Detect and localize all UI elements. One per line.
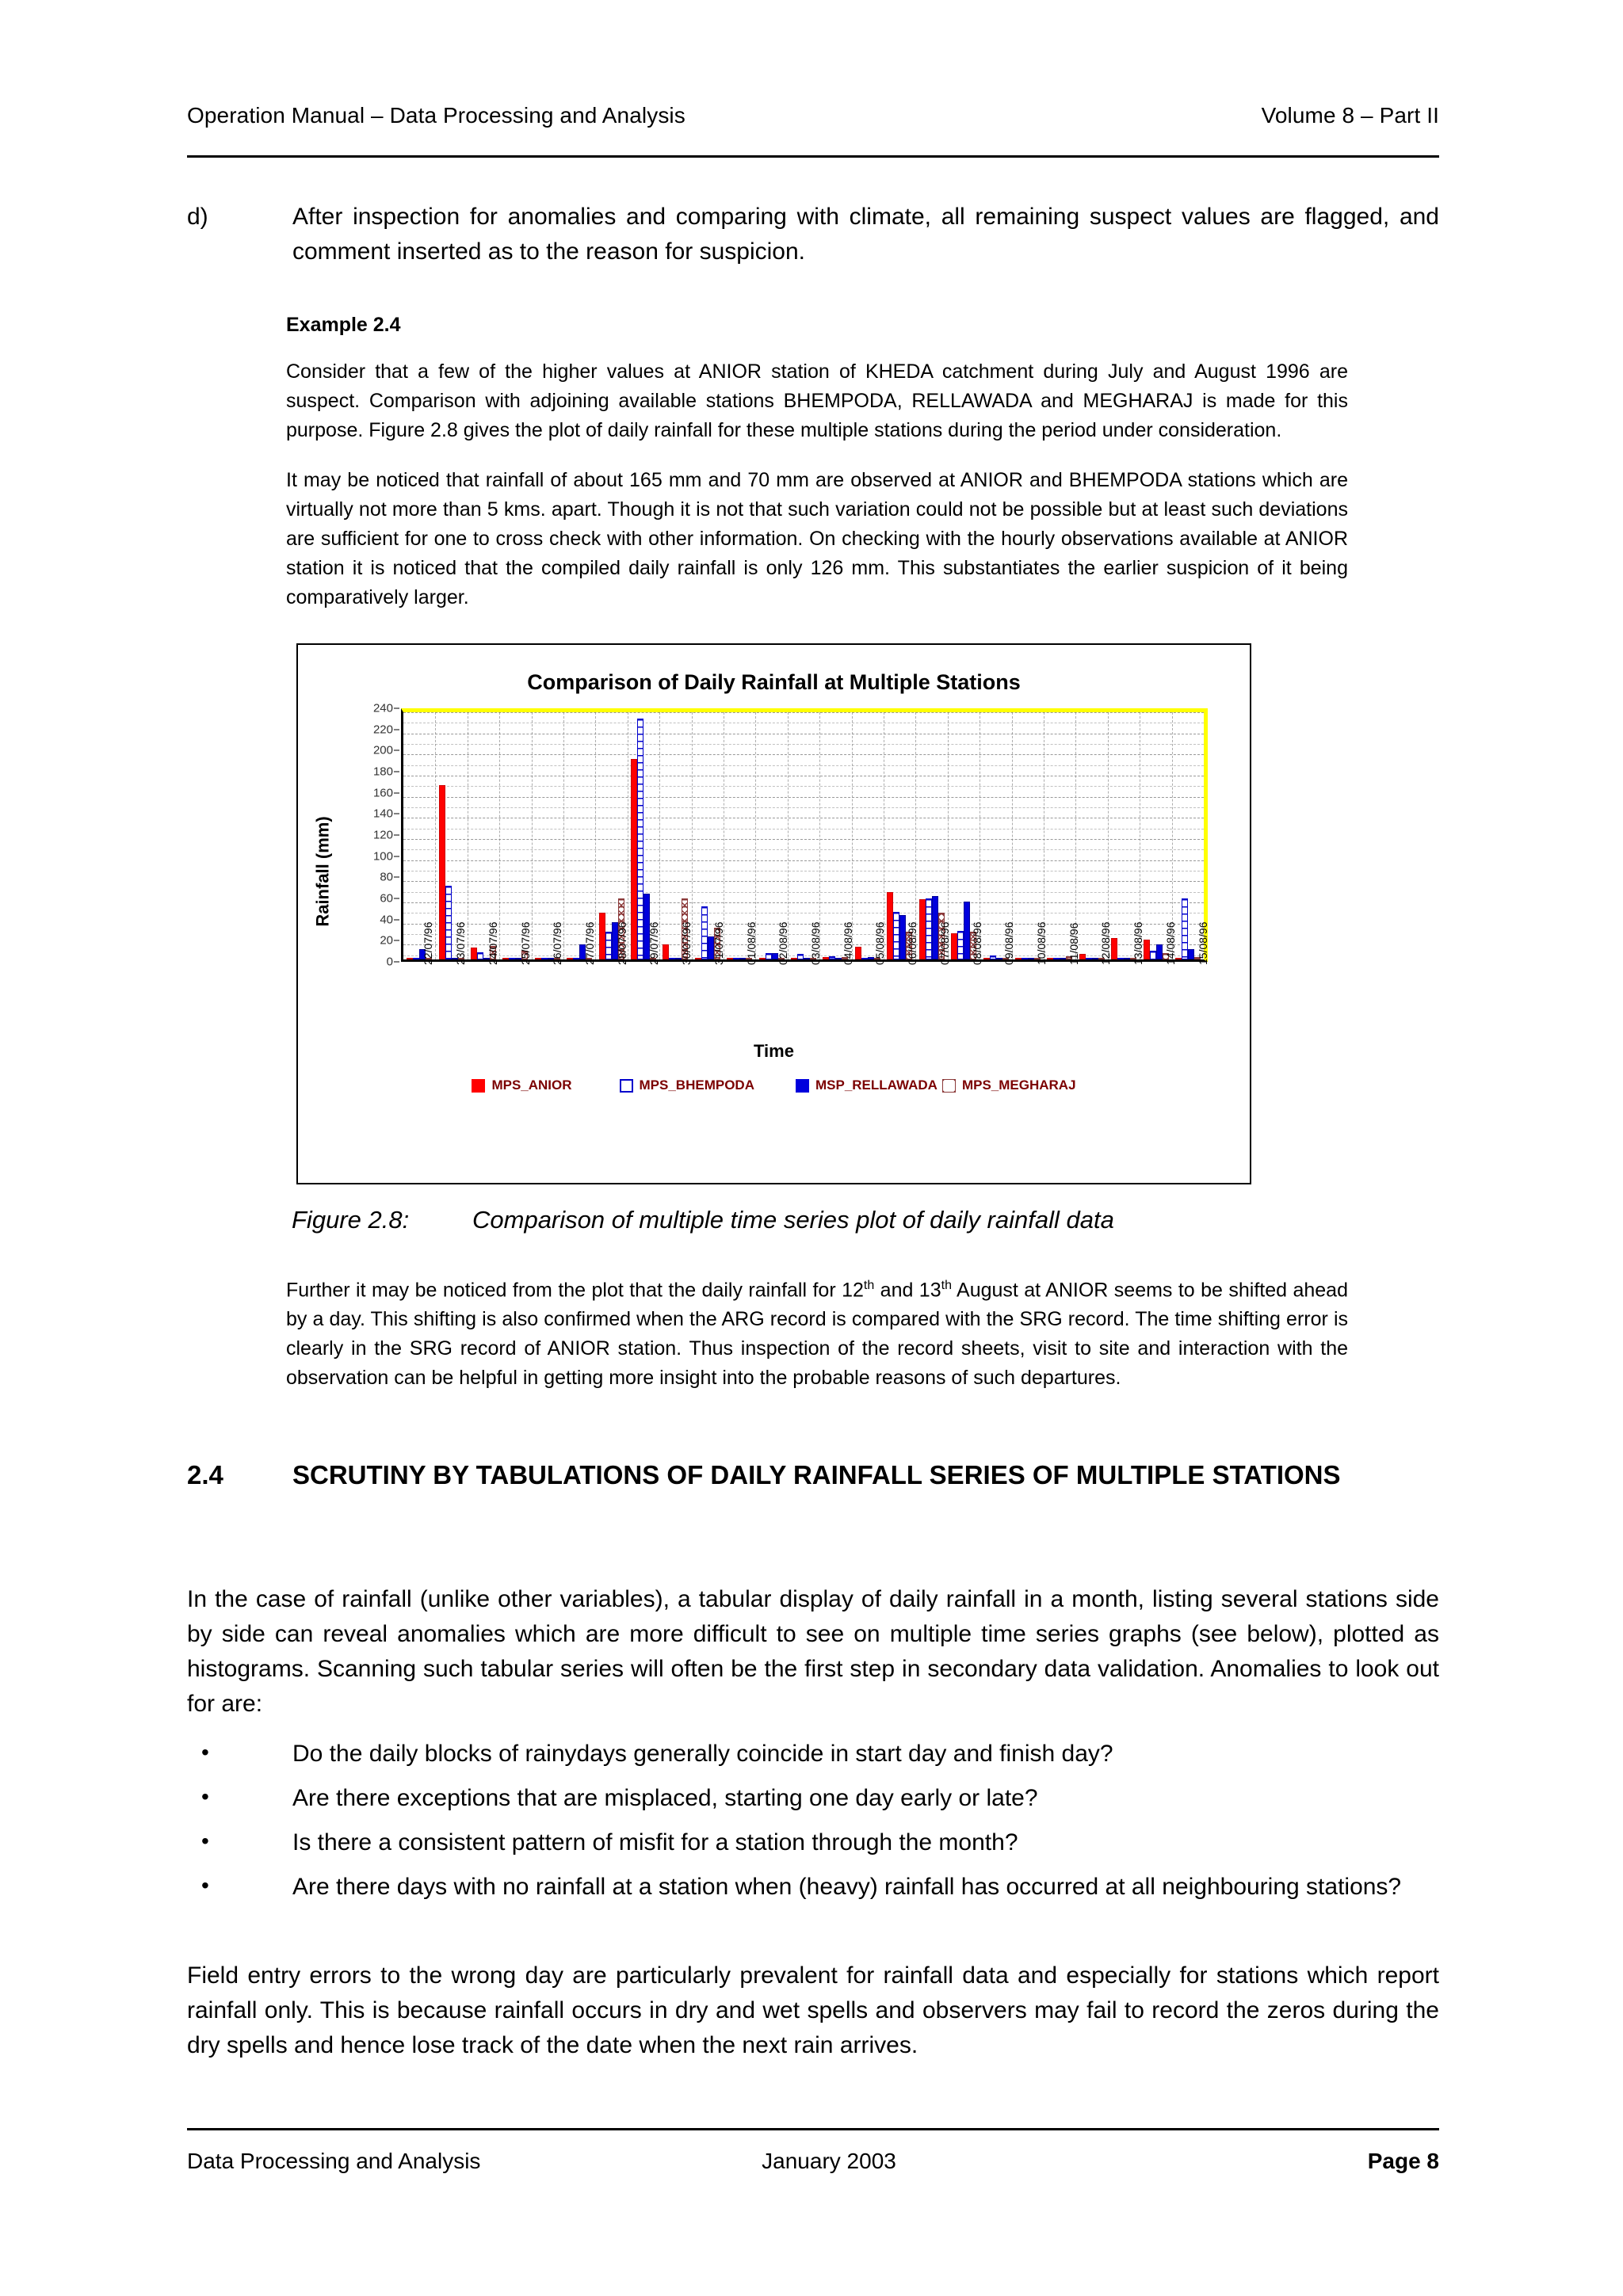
bar-mps_anior (439, 785, 445, 959)
x-axis-tick-label: 26/07/96 (551, 921, 564, 965)
bullet-item (187, 1781, 1439, 1816)
x-axis-tick-label: 12/08/96 (1099, 921, 1113, 965)
bar-mps_anior (695, 958, 701, 959)
bar-msp_rellawada (964, 902, 970, 959)
bar-mps_anior (663, 944, 669, 959)
y-axis-tick-label: 40 (380, 913, 393, 927)
x-axis-tick-label: 29/07/96 (647, 921, 661, 965)
bar-msp_rellawada (1060, 958, 1066, 959)
x-axis-tick-label: 11/08/96 (1067, 922, 1080, 965)
figure-caption-text: Comparison of multiple time series plot of daily rainfall data (472, 1206, 1114, 1234)
legend-item (620, 1077, 754, 1093)
y-axis-tick-label: 120 (372, 828, 393, 842)
bar-mps_bhempoda (893, 912, 899, 959)
list-marker: d) (187, 204, 208, 230)
after-figure-paragraph (286, 1271, 1348, 1393)
bar-mps_bhempoda (829, 956, 835, 959)
legend-swatch-icon (796, 1079, 809, 1093)
bar-msp_rellawada (996, 958, 1002, 959)
x-axis-tick-label: 03/08/96 (809, 921, 822, 965)
x-axis-tick-label: 04/08/96 (841, 921, 854, 965)
figure-label: Figure 2.8: (292, 1206, 410, 1234)
after-figure-part2: and 13 (874, 1279, 941, 1302)
bar-mps_bhempoda (1022, 958, 1028, 959)
bullet-marker-icon: • (201, 1873, 209, 1897)
footer-page-number: Page 8 (1367, 2149, 1439, 2173)
bullet-marker-icon: • (201, 1829, 209, 1853)
x-axis-tick-label: 08/08/96 (970, 921, 983, 965)
bar-mps_anior (599, 913, 605, 959)
legend-item (942, 1077, 1076, 1093)
x-axis-tick-label: 30/07/96 (680, 921, 693, 965)
bar-mps_anior (951, 933, 957, 959)
bar-mps_anior (887, 892, 893, 959)
bar-mps_anior (567, 958, 573, 959)
bar-mps_bhempoda (605, 932, 612, 959)
ordinal-suffix-12th: th (863, 1279, 875, 1292)
bullet-text: Are there days with no rainfall at a station when (heavy) rainfall has occurred at all neighbouring stations? (292, 1874, 1402, 1900)
bar-mps_bhempoda (1150, 951, 1156, 959)
chart-y-ticks (357, 701, 399, 969)
bar-mps_bhempoda (766, 953, 772, 959)
x-axis-tick-label: 27/07/96 (582, 921, 596, 965)
bullet-text: Are there exceptions that are misplaced, starting one day early or late? (292, 1785, 1038, 1811)
x-axis-tick-label: 25/07/96 (518, 921, 532, 965)
legend-label: MSP_RELLAWADA (815, 1077, 938, 1093)
legend-label: MPS_BHEMPODA (639, 1077, 754, 1093)
x-axis-tick-label: 24/07/96 (486, 921, 499, 965)
x-axis-tick-label: 28/07/96 (615, 921, 628, 965)
bar-mps_anior (471, 948, 477, 959)
body-paragraph-1: In the case of rainfall (unlike other variables), a tabular display of daily rainfall in a month, listing several stations side by side can reveal anomalies which are more difficult to see on multiple time series graphs (see below), plotted as histograms. Scanning such tabular series will often be the first step in secondary data validation. Anomalies to look out for are: (187, 1586, 1439, 1717)
section-heading (187, 1456, 1439, 1494)
header-right-text: Volume 8 – Part II (1261, 103, 1439, 128)
chart-y-axis-label: Rainfall (mm) (313, 816, 334, 927)
y-axis-tick-mark (394, 898, 399, 899)
example-paragraph-2: It may be noticed that rainfall of about 165 mm and 70 mm are observed at ANIOR and BHEMPODA stations which are virtually not more than 5 kms. apart. Though it is not that such variation could not be possible but at least such deviations are sufficient for one to cross check with other information. On checking with the hourly observations available at ANIOR station it is noticed that the compiled daily rainfall is only 126 mm. This substantiates the earlier suspicion of it being comparatively larger. (286, 469, 1348, 608)
bullet-marker-icon: • (201, 1740, 209, 1764)
x-axis-tick-label: 31/07/96 (712, 921, 725, 965)
y-axis-tick-mark (394, 708, 399, 709)
bullet-item (187, 1737, 1439, 1772)
x-axis-tick-label: 13/08/96 (1132, 921, 1145, 965)
y-axis-tick-mark (394, 750, 399, 751)
list-item-d-text: After inspection for anomalies and comparing with climate, all remaining suspect values are flagged, and comment inserted as to the reason for suspicion. (292, 204, 1439, 265)
chart-x-axis-label: Time (754, 1041, 794, 1061)
bar-mps_bhempoda (733, 958, 739, 959)
y-axis-tick-label: 180 (372, 765, 393, 779)
bar-mps_bhempoda (797, 954, 804, 959)
header-left-text: Operation Manual – Data Processing and Analysis (187, 103, 685, 128)
bar-mps_anior (407, 958, 413, 959)
y-axis-tick-label: 100 (372, 849, 393, 864)
x-axis-tick-label: 01/08/96 (744, 921, 758, 965)
x-axis-tick-label: 07/08/96 (938, 921, 951, 965)
y-axis-tick-mark (394, 919, 399, 920)
bar-mps_bhempoda (1117, 958, 1124, 959)
legend-label: MPS_ANIOR (491, 1077, 572, 1093)
y-axis-tick-label: 0 (386, 955, 393, 969)
y-axis-tick-mark (394, 835, 399, 836)
page-footer (187, 2149, 1439, 2174)
y-axis-tick-label: 160 (372, 786, 393, 800)
bar-mps_bhempoda (541, 958, 548, 959)
footer-divider (187, 2128, 1439, 2130)
footer-left-text: Data Processing and Analysis (187, 2149, 481, 2173)
page-header (187, 103, 1439, 128)
ordinal-suffix-13th: th (941, 1279, 952, 1292)
chart-title: Comparison of Daily Rainfall at Multiple Stations (527, 670, 1021, 694)
legend-item (472, 1077, 571, 1093)
figure-caption (292, 1206, 1433, 1234)
legend-swatch-icon (472, 1079, 485, 1093)
bar-msp_rellawada (1028, 958, 1034, 959)
list-item-d (187, 200, 1439, 269)
bar-mps_bhempoda (1086, 958, 1092, 959)
legend-swatch-icon (942, 1079, 956, 1093)
bullet-item (187, 1870, 1439, 1905)
bar-mps_anior (919, 899, 926, 959)
bar-msp_rellawada (1188, 949, 1194, 959)
bar-mps_anior (727, 958, 733, 959)
example-paragraph-1: Consider that a few of the higher values at ANIOR station of KHEDA catchment during July and August 1996 are suspect. Comparison with adjoining available stations BHEMPODA, RELLAWADA and MEGHARAJ is made for this purpose. Figure 2.8 gives the plot of daily rainfall for these multiple stations during the period under consideration. (286, 360, 1348, 441)
bar-mps_anior (855, 947, 861, 959)
bar-mps_bhempoda (413, 958, 419, 959)
bar-mps_anior (1015, 958, 1022, 959)
bar-mps_bhempoda (861, 958, 868, 959)
x-axis-tick-label: 10/08/96 (1035, 921, 1048, 965)
footer-middle-text: January 2003 (762, 2149, 896, 2173)
y-axis-tick-label: 240 (372, 701, 393, 715)
bar-mps_anior (1047, 958, 1053, 959)
bar-mps_bhempoda (573, 958, 579, 959)
bar-mps_bhempoda (957, 931, 964, 959)
bullet-list (187, 1737, 1439, 1914)
bar-mps_anior (823, 957, 829, 959)
y-axis-tick-label: 200 (372, 743, 393, 757)
bar-mps_bhempoda (701, 906, 708, 959)
x-axis-tick-label: 15/08/96 (1196, 921, 1209, 965)
example-title: Example 2.4 (286, 314, 401, 336)
after-figure-part1: Further it may be noticed from the plot that the daily rainfall for 12 (286, 1279, 864, 1302)
bar-mps_anior (791, 958, 797, 959)
rainfall-chart (296, 643, 1251, 1184)
y-axis-tick-label: 80 (380, 870, 393, 884)
legend-swatch-icon (620, 1079, 633, 1093)
y-axis-tick-label: 60 (380, 891, 393, 906)
x-axis-tick-label: 02/08/96 (777, 921, 790, 965)
x-axis-tick-label: 09/08/96 (1002, 921, 1016, 965)
bar-mps_anior (502, 958, 509, 959)
x-axis-tick-label: 22/07/96 (422, 921, 435, 965)
y-axis-tick-mark (394, 877, 399, 878)
legend-label: MPS_MEGHARAJ (961, 1077, 1076, 1093)
bar-mps_bhempoda (669, 958, 675, 959)
y-axis-tick-label: 220 (372, 723, 393, 737)
section-number: 2.4 (187, 1460, 223, 1489)
legend-item (796, 1077, 938, 1093)
header-divider (187, 155, 1439, 158)
bar-mps_bhempoda (637, 719, 643, 959)
x-axis-tick-label: 14/08/96 (1163, 921, 1177, 965)
bar-msp_rellawada (1156, 944, 1163, 959)
y-axis-tick-label: 20 (380, 933, 393, 948)
bar-msp_rellawada (1124, 958, 1130, 959)
bar-mps_anior (631, 759, 637, 959)
y-axis-tick-mark (394, 792, 399, 793)
y-axis-tick-mark (394, 962, 399, 963)
bullet-text: Is there a consistent pattern of misfit for a station through the month? (292, 1829, 1018, 1855)
y-axis-tick-label: 140 (372, 807, 393, 821)
example-block (286, 314, 1348, 633)
bar-mps_bhempoda (990, 955, 996, 959)
bar-msp_rellawada (1092, 958, 1098, 959)
after-figure-part3: August at ANIOR seems to be shifted ahead by a day. This shifting is also confirmed when the ARG record is compared with the SRG record. The time shifting error is clearly in the SRG record of ANIOR station. Thus inspection of the record sheets, visit to site and interaction with the observation can be helpful in getting more insight into the probable reasons of such departures. (286, 1279, 1348, 1390)
y-axis-tick-mark (394, 729, 399, 730)
x-axis-tick-label: 05/08/96 (873, 921, 887, 965)
x-axis-tick-label: 23/07/96 (454, 921, 468, 965)
bullet-text: Do the daily blocks of rainydays generally coincide in start day and finish day? (292, 1741, 1113, 1767)
bar-mps_anior (983, 958, 990, 959)
bar-mps_bhempoda (1053, 958, 1060, 959)
bar-mps_anior (1111, 938, 1117, 959)
bullet-item (187, 1825, 1439, 1860)
bar-mps_bhempoda (926, 898, 932, 959)
chart-x-ticks (401, 921, 1250, 1044)
bar-msp_rellawada (932, 896, 938, 959)
bar-mps_bhempoda (1182, 898, 1188, 959)
bar-mps_bhempoda (477, 952, 483, 959)
y-axis-tick-mark (394, 940, 399, 941)
chart-legend (298, 1077, 1250, 1093)
bar-mps_bhempoda (509, 958, 515, 959)
bar-mps_anior (535, 958, 541, 959)
x-axis-tick-label: 06/08/96 (906, 921, 919, 965)
bar-mps_anior (759, 958, 766, 959)
bar-mps_bhempoda (445, 886, 452, 959)
bullet-marker-icon: • (201, 1784, 209, 1809)
section-title: SCRUTINY BY TABULATIONS OF DAILY RAINFALL SERIES OF MULTIPLE STATIONS (292, 1460, 1341, 1489)
body-paragraph-2: Field entry errors to the wrong day are particularly prevalent for rainfall data and especially for stations which report rainfall only. This is because rainfall occurs in dry and wet spells and observers may fail to record the zeros during the dry spells and hence lose track of the date when the next rain arrives. (187, 1962, 1439, 2058)
